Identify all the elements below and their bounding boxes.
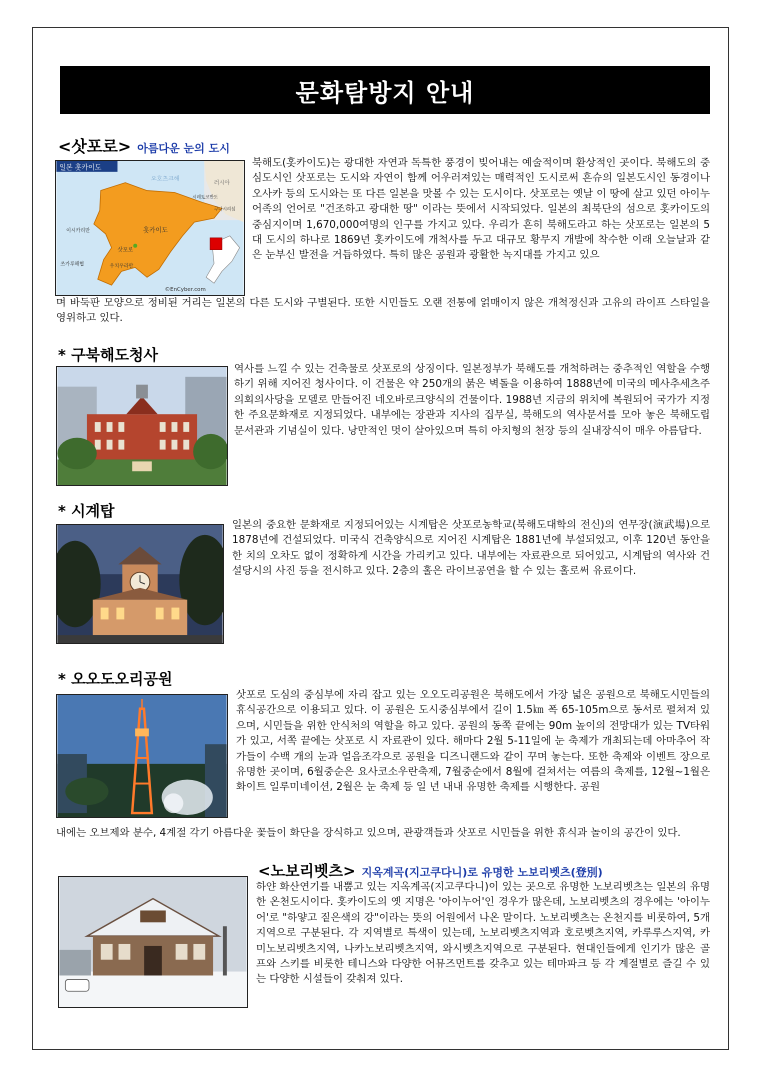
odori-park-heading: * 오오도오리공원 [58, 670, 173, 688]
odori-park-text-full: 내에는 오브제와 분수, 4계절 각기 아름다운 꽃들이 화단을 장식하고 있으며, 관광객들과 삿포로 시민들을 위한 휴식과 놀이의 공간이 있다. [56, 827, 681, 839]
map-place-tsugaru: 쓰가루해협 [60, 261, 85, 268]
map-credit: ©EnCyber.com [164, 287, 206, 294]
sapporo-text-wrapped: 북해도(홋카이도)는 광대한 자연과 독특한 풍경이 빚어내는 예술적이며 환상적인 곳이다. 북해도의 중심도시인 삿포로는 도시와 자연이 함께 어우러져있는 매력적인 도시로써 흔슈의 일본도시인 동경이나 오사카 등의 도시와는 또 다른 일본을 맛볼 수 있는 도시이다. 삿포로는 옛날 이 땅에 살고 있던 아이누어족의 언어로 "건조하고 광대한 땅" 이라는 뜻에서 시작되었다. 일본의 최북단의 섬으로 홋카이도의 중심지이며 1,670,000여명의 인구를 가지고 있다. 우리가 흔히 북해도라고 하는 삿포로는 일본의 5대 도시의 하나로 1869년 홋카이도에 개척사를 두고 대규모 황무지 개발에 착수한 이래 오늘날과 같은 눈부신 발전을 거듭하였다. 특히 많은 공원과 광활한 녹지대를 가지고 있으 [252, 157, 710, 262]
noboribetsu-station-picture [59, 877, 247, 1007]
map-place-shiretoko: 시레토코반도 [192, 195, 219, 201]
map-place-hokkaido: 홋카이도 [143, 225, 168, 234]
map-place-sapporo: 삿포로 [117, 247, 134, 254]
clock-tower-text: 일본의 중요한 문화재로 지정되어있는 시계탑은 삿포로농학교(북해도대학의 전신)의 연무장(演武場)으로 1878년에 건설되었다. 미국식 건축양식으로 지어진 시계탑은 1881년에 부설되었고, 이후 120년 동안을 한 치의 오차도 없이 정확하게 시간을 가리키고 있다. 내부에는 자료관으로 되어있고, 시계탑의 역사와 건설당시의 사진 등을 전시하고 있다. 2층의 홀은 라이브공연을 할 수 있는 홀로써 유료이다. [232, 519, 710, 578]
noboribetsu-heading-row [258, 860, 603, 881]
page-title: 문화탐방지 안내 [60, 66, 710, 114]
hokkaido-map-image [55, 160, 245, 296]
sapporo-heading-row [58, 134, 230, 157]
old-government-building-picture [57, 367, 227, 485]
noboribetsu-photo [58, 876, 248, 1008]
sapporo-subheading: 아름다운 눈의 도시 [137, 142, 230, 155]
clock-tower-heading: * 시계탑 [58, 502, 115, 520]
noboribetsu-subheading: 지옥계곡(지고쿠다니)로 유명한 노보리벳츠(登別) [361, 866, 603, 879]
clock-tower-photo [56, 524, 224, 644]
noboribetsu-heading: <노보리벳츠> [258, 862, 356, 880]
map-place-okhotsk: 오호츠크해 [150, 176, 180, 183]
clock-tower-picture [57, 525, 223, 643]
map-place-russia: 러시아 [214, 180, 230, 187]
odori-park-text-wrapped: 삿포로 도심의 중심부에 자리 잡고 있는 오오도리공원은 북해도에서 가장 넓은 공원으로 북해도시민들의 휴식공간으로 이용되고 있다. 이 공원은 도시중심부에서 길이 1.5㎞ 폭 65-105m으로 동서로 펼쳐져 있으며, 시민들을 위한 안식처의 역할을 하고 있다. 공원의 동쪽 끝에는 90m 높이의 전망대가 있는 TV타워가 있고, 서쪽 끝에는 삿포로 시 자료관이 있다. 해마다 2월 5-11일에 눈 축제가 개최되는데 아마추어 작가들이 수백 개의 눈과 얼음조각으로 공원을 디즈니랜드와 같이 꾸며 놓는다. 또한 축제와 이벤트 장으로 유명한 곳이며, 6월중순은 요사코소우란축제, 7월중순에서 8월에 걸쳐서는 여름의 축제를, 12월~1월은 화이트 일루미네이션, 2월은 눈 축제 등 일 년 내내 유명한 축제를 시행한다. 공원 [236, 689, 710, 794]
old-government-photo [56, 366, 228, 486]
tv-tower-picture [57, 695, 227, 817]
map-place-ishikari: 이시카리만 [66, 227, 90, 234]
odori-park-photo [56, 694, 228, 818]
sapporo-heading: <삿포로> [58, 137, 132, 156]
old-government-text: 역사를 느낄 수 있는 건축물로 삿포로의 상징이다. 일본정부가 북해도를 개척하려는 중추적인 역할을 수행하기 위해 지어진 청사이다. 이 건물은 약 250개의 붉은 벽돌을 이용하여 1888년에 미국의 메사추세츠주 의회의사당을 모델로 만들어진 네오바로크양식의 건물이다. 1988년 지금의 위치에 복원되어 국가가 지정한 주요문화재로 지정되었다. 내부에는 장관과 지사의 집무실, 북해도의 역사문서를 모아 놓은 북해도립 문서관과 기념실이 있다. 낭만적인 멋이 살아있으며 특히 아치형의 천장 등의 실내장식이 매우 아름답다. [234, 363, 710, 437]
hokkaido-map [56, 161, 244, 295]
sapporo-text-full: 며 바둑판 모양으로 정비된 거리는 일본의 다른 도시와 구별된다. 또한 시민들도 오랜 전통에 얽매이지 않은 개척정신과 고유의 라이프 스타일을 영위하고 있다. [56, 297, 710, 325]
noboribetsu-text: 하얀 화산연기를 내뿜고 있는 지옥계곡(지고쿠다니)이 있는 곳으로 유명한 노보리벳츠는 일본의 유명한 온천도시이다. 홋카이도의 옛 지명은 '아이누어'인 경우가 많은데, 노보리벳츠의 경우에는 '아이누어'로 "하얗고 짙은색의 강"이라는 뜻의 어원에서 나온 말이다. 노보리벳츠는 온천지를 비롯하여, 5개 지역으로 구분된다. 각 지역별로 특색이 있는데, 노보리벳츠지역과 호로벳츠지역, 카루루스지역, 카미노보리벳츠지역, 나카노보리벳츠지역, 와시벳츠지역으로 구분된다. 현대인들에게 인기가 많은 골프와 스키를 비롯한 테니스와 다양한 어뮤즈먼트를 갖추고 있는 테마파크 등 각 계절별로 즐길 수 있는 다양한 시설들이 갖춰져 있다. [256, 881, 710, 986]
map-place-uchiura: 우치우라만 [109, 263, 134, 270]
map-label: 일본 홋카이도 [59, 163, 102, 172]
map-place-kunashiri: 쿠나시리섬 [214, 207, 236, 213]
old-government-heading: * 구북해도청사 [58, 346, 159, 364]
